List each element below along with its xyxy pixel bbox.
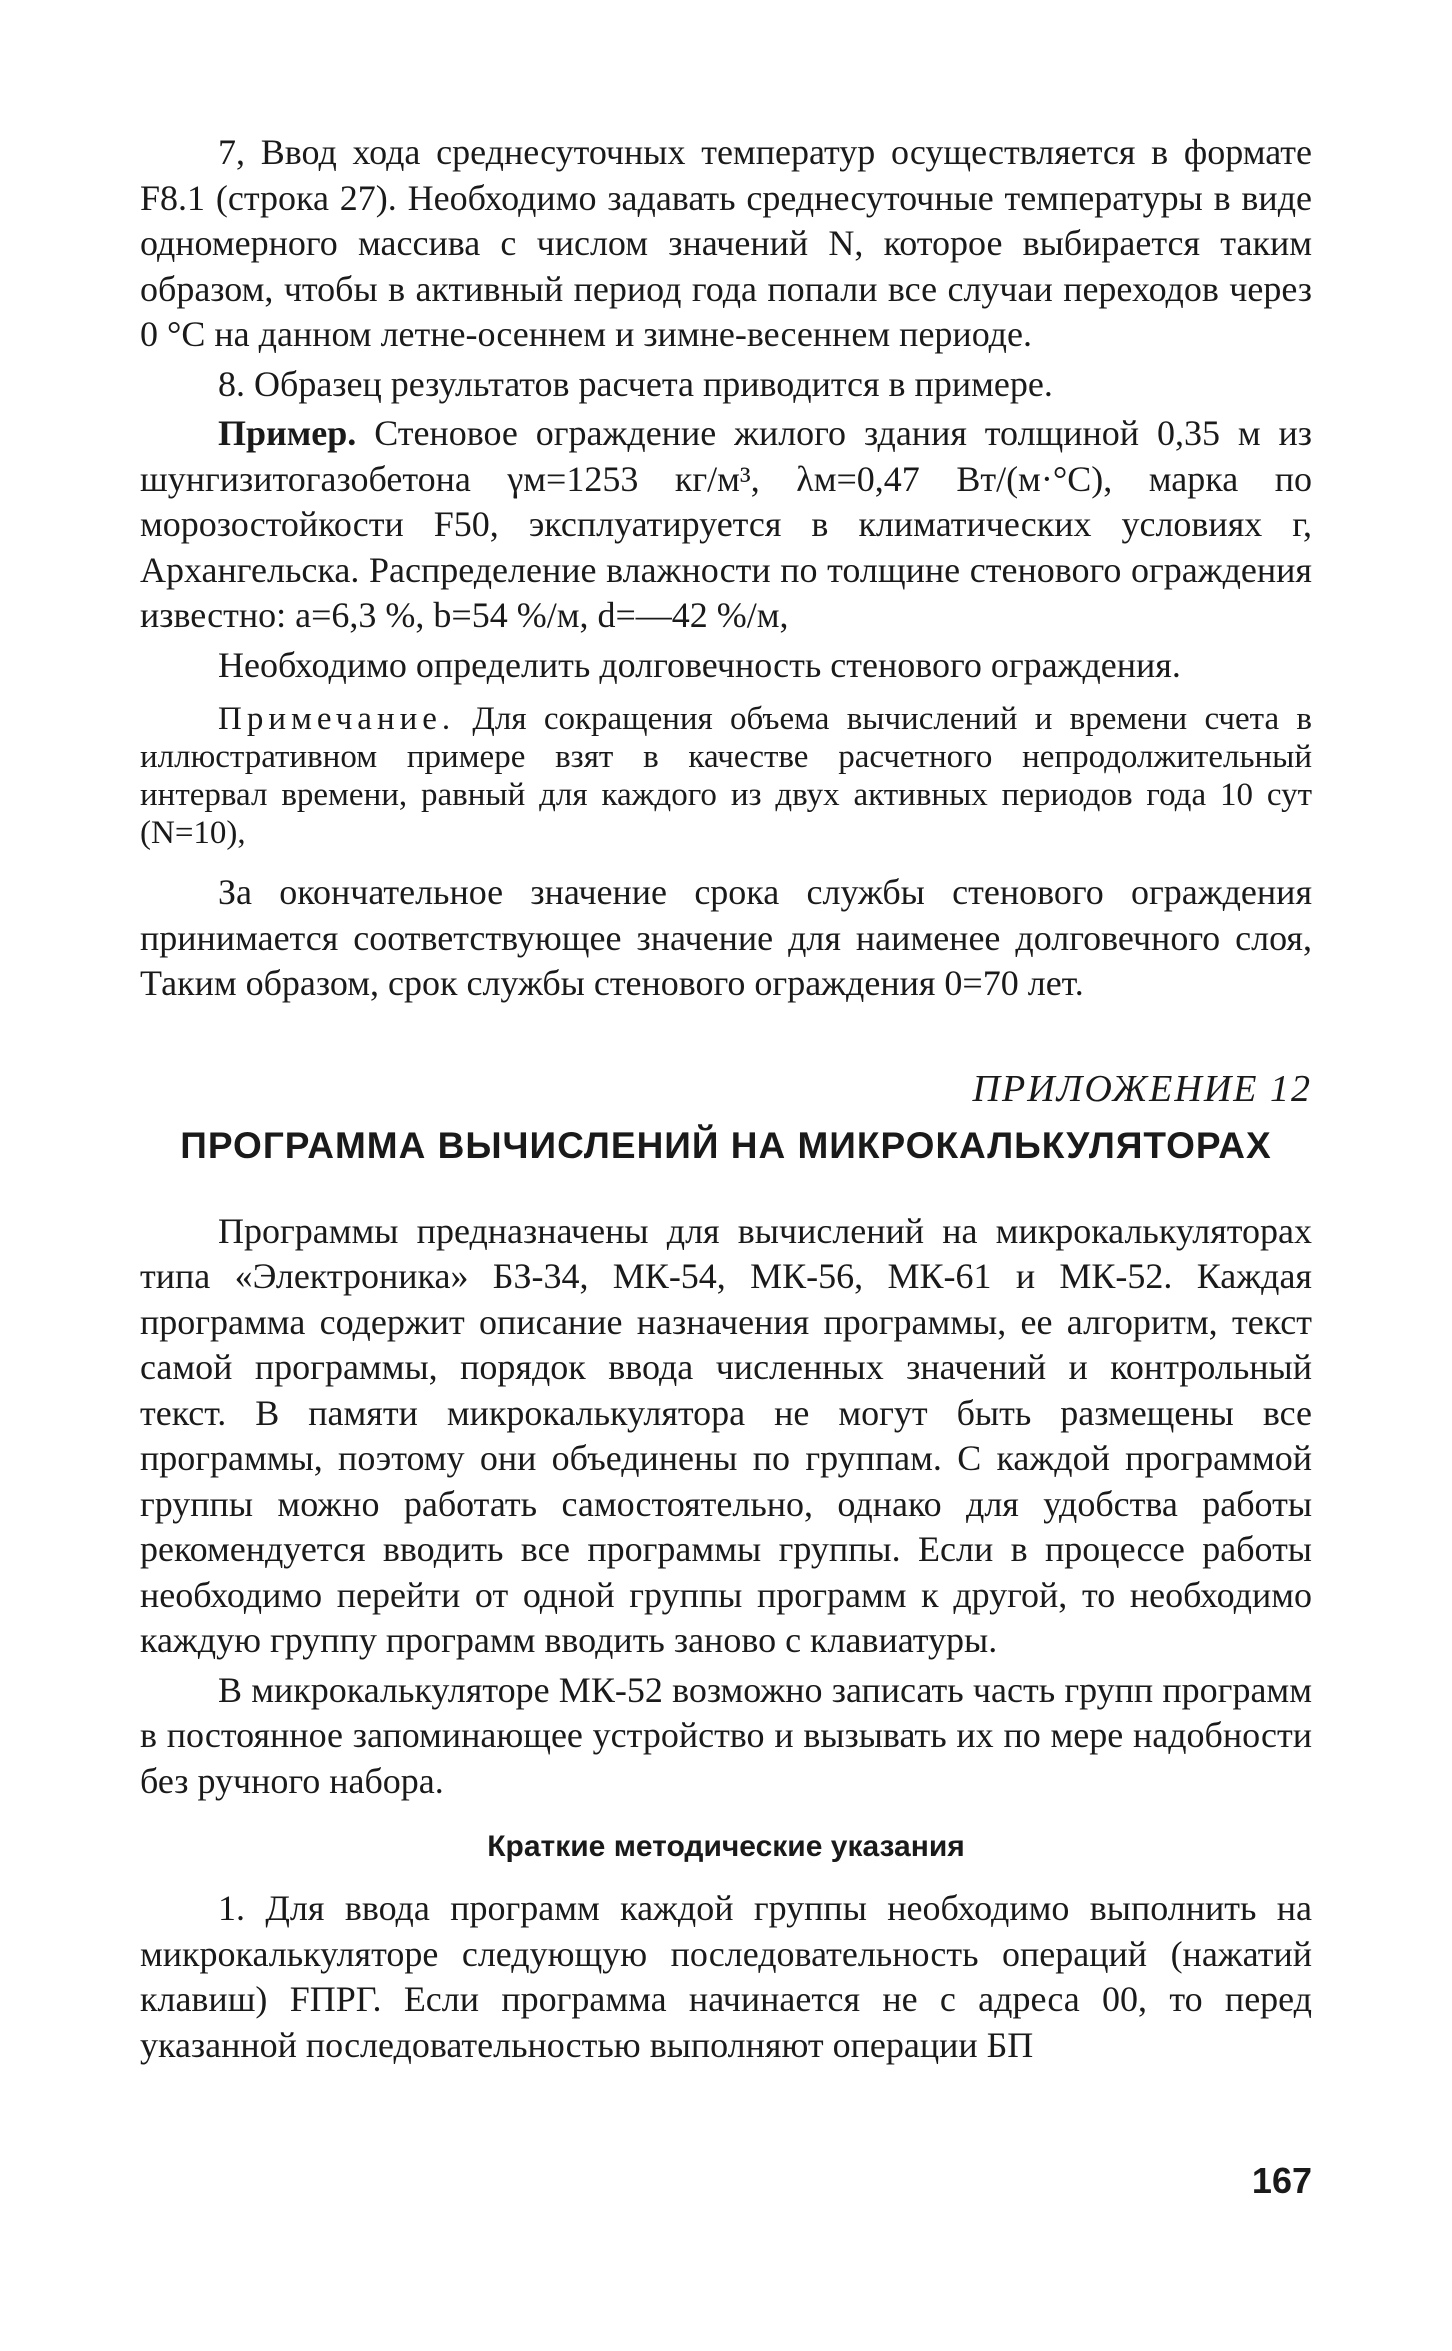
paragraph-input-temperatures: 7, Ввод хода среднесуточных температур осуществляется в формате F8.1 (строка 27). Необходимо задавать среднесуточные температуры в виде одномерного массива с числом значений N, которое выбирается таким образом, чтобы в активный период года попали все случаи переходов через 0 °С на данном летне-осеннем и зимне-весеннем периоде. (140, 132, 1312, 354)
paragraph-example (140, 411, 1312, 639)
instruction-paragraph: 1. Для ввода программ каждой группы необходимо выполнить на микрокалькуляторе следующую последовательность операций (нажатий клавиш) FПРГ. Если программа начинается не с адреса 00, то перед указанной последовательностью выполняют операции БП (140, 1888, 1312, 2065)
paragraph-results-sample: 8. Образец результатов расчета приводится в примере. (218, 363, 1053, 404)
paragraph-final: За окончательное значение срока службы стенового ограждения принимается соответствующее значение для наименее долговечного слоя, Таким образом, срок службы стенового ограждения 0=70 лет. (140, 872, 1312, 1003)
page-body (140, 130, 1312, 2072)
section-title: ПРОГРАММА ВЫЧИСЛЕНИЙ НА МИКРОКАЛЬКУЛЯТОРАХ (180, 1124, 1272, 1166)
subsection-title: Краткие методические указания (487, 1830, 965, 1863)
example-text: Стеновое ограждение жилого здания толщиной 0,35 м из шунгизитогазобетона γм=1253 кг/м³, λм=0,47 Вт/(м·°С), марка по морозостойкости F50, эксплуатируется в климатических условиях г, Архангельска. Распределение влажности по толщине стенового ограждения известно: a=6,3 %, b=54 %/м, d=—42 %/м, (140, 413, 1312, 635)
note-lead: Примечание. (218, 701, 456, 737)
example-lead: Пример. (218, 413, 357, 453)
paragraph-determine: Необходимо определить долговечность стенового ограждения. (218, 644, 1181, 685)
page-number: 167 (1251, 2160, 1312, 2201)
section-paragraph: В микрокалькуляторе МК-52 возможно записать часть групп программ в постоянное запоминающее устройство и вызывать их по мере надобности без ручного набора. (140, 1669, 1312, 1801)
note-text: Для сокращения объема вычислений и времени счета в иллюстративном примере взят в качестве расчетного непродолжительный интервал времени, равный для каждого из двух активных периодов года 10 сут (N=10), (140, 701, 1312, 851)
section-paragraph: Программы предназначены для вычислений на микрокалькуляторах типа «Электроника» БЗ-34, МК-54, МК-56, МК-61 и МК-52. Каждая программа содержит описание назначения программы, ее алгоритм, текст самой программы, порядок ввода численных значений и контрольный текст. В памяти микрокалькулятора не могут быть размещены все программы, поэтому они объединены по группам. С каждой программой группы можно работать самостоятельно, однако для удобства работы рекомендуется вводить все программы группы. Если в процессе работы необходимо перейти от одной группы программ к другой, то необходимо каждую группу программ вводить заново с клавиатуры. (140, 1210, 1312, 1660)
note-paragraph (140, 700, 1312, 852)
appendix-label: ПРИЛОЖЕНИЕ 12 (972, 1067, 1312, 1110)
